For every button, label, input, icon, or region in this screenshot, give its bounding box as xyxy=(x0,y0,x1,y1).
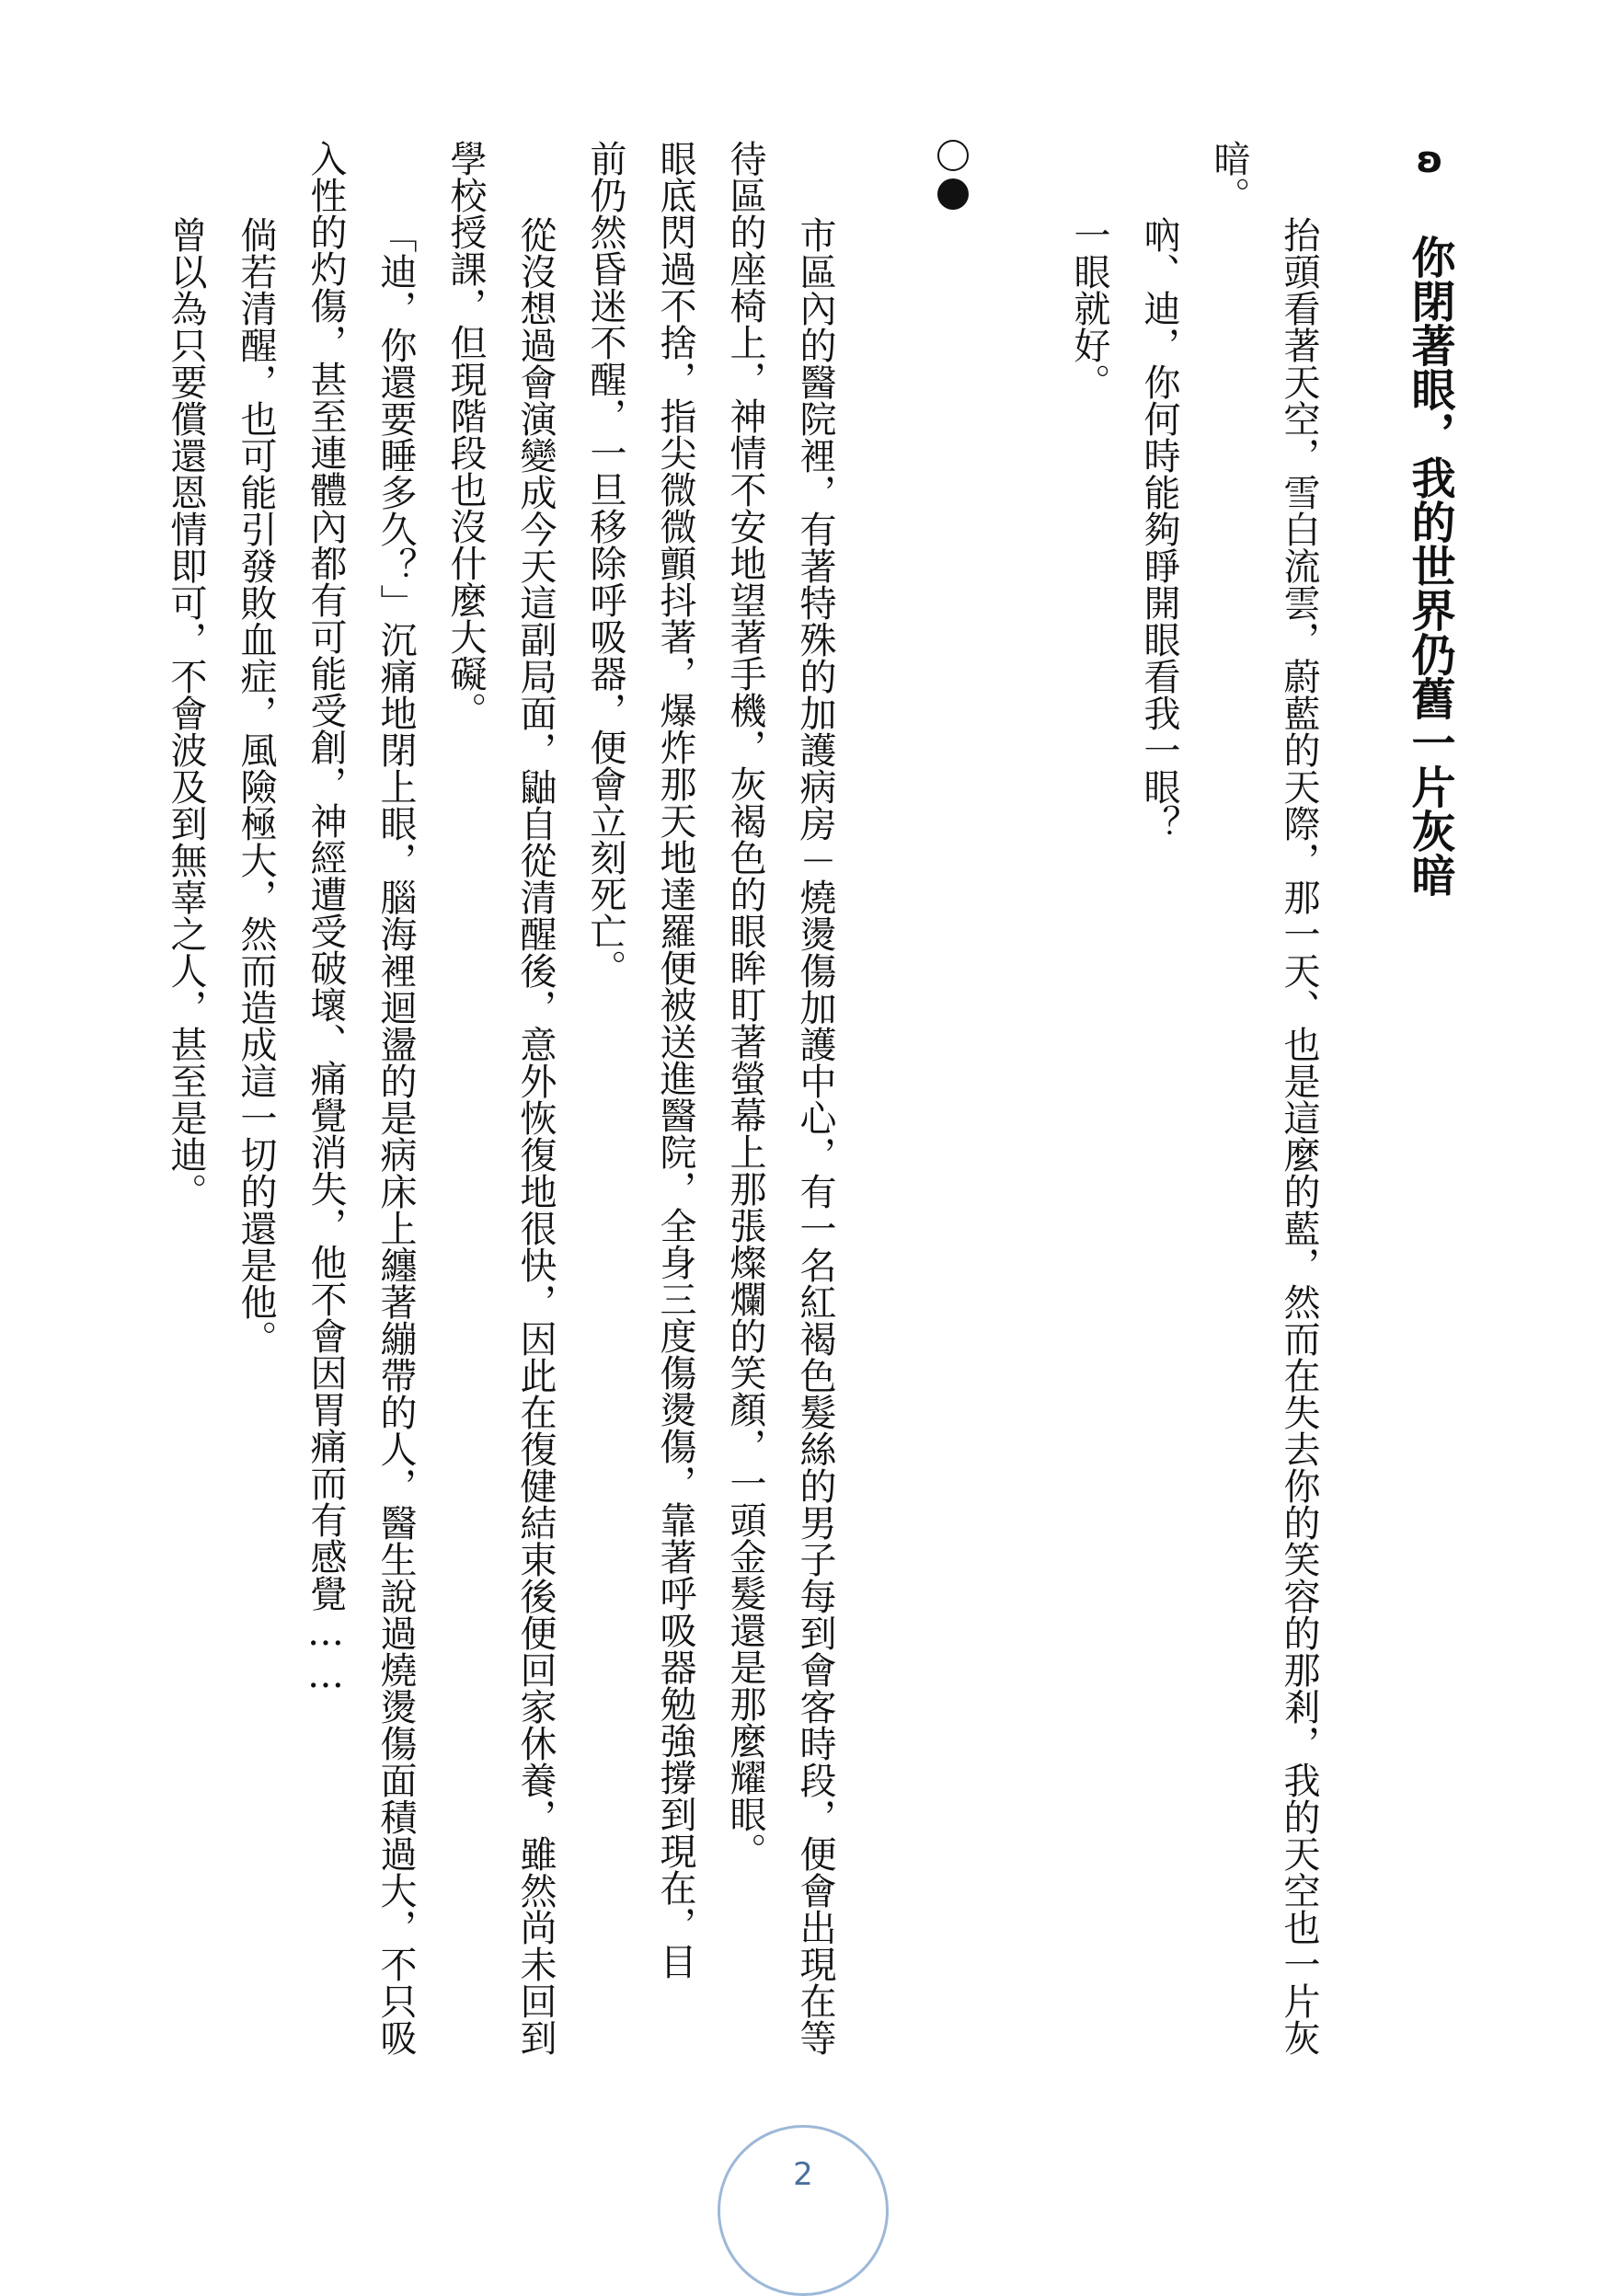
paragraph-line-9: 從沒想過會演變成今天這副局面，鼬自從清醒後，意外恢復地很快，因此在復健結束後便回家休養，雖然尚未回到 xyxy=(514,216,557,2056)
paragraph-line-11: 「迪，你還要睡多久？」沉痛地閉上眼，腦海裡迴盪的是病床上纏著繃帶的人，醫生說過燒燙傷面積過大，不只吸 xyxy=(374,216,417,2056)
page-number-circle xyxy=(718,2125,889,2296)
paragraph-line-4: 一眼就好。 xyxy=(1068,216,1110,400)
paragraph-line-12: 入性的灼傷，甚至連體內都有可能受創，神經遭受破壞、痛覺消失，他不會因胃痛而有感覺…… xyxy=(304,140,347,1696)
paragraph-line-10: 學校授課，但現階段也沒什麼大礙。 xyxy=(444,140,487,729)
paragraph-line-5: 市區內的醫院裡，有著特殊的加護病房－燒燙傷加護中心，有一名紅褐色髮絲的男子每到會客時段，便會出現在等 xyxy=(794,216,836,2056)
section-separator xyxy=(935,140,971,217)
paragraph-line-14: 曾以為只要償還恩情即可，不會波及到無辜之人，甚至是迪。 xyxy=(165,216,207,1210)
paragraph-line-1: 抬頭看著天空，雪白流雲，蔚藍的天際，那一天、也是這麼的藍，然而在失去你的笑容的那剎，我的天空也一片灰 xyxy=(1278,216,1320,2056)
paragraph-line-3: 吶、迪，你何時能夠睜開眼看我一眼？ xyxy=(1138,216,1180,842)
paragraph-line-13: 倘若清醒，也可能引發敗血症，風險極大，然而造成這一切的還是他。 xyxy=(235,216,277,1357)
paragraph-line-7: 眼底閃過不捨，指尖微微顫抖著，爆炸那天地達羅便被送進醫院，全身三度傷燙傷，靠著呼吸器勉強撐到現在，目 xyxy=(654,140,696,1980)
paragraph-line-8: 前仍然昏迷不醒，一旦移除呼吸器，便會立刻死亡。 xyxy=(584,140,626,986)
separator-filled-circle-icon xyxy=(937,178,969,210)
paragraph-line-6: 待區的座椅上，神情不安地望著手機，灰褐色的眼眸盯著螢幕上那張燦爛的笑顏，一頭金髮還是那麼耀眼。 xyxy=(724,140,766,1869)
page-number: 2 xyxy=(793,2156,813,2193)
title-ornament-icon: ʚ xyxy=(1416,139,1443,181)
paragraph-line-2: 暗。 xyxy=(1208,140,1250,213)
chapter-title: 你閉著眼，我的世界仍舊一片灰暗 xyxy=(1404,235,1455,897)
separator-hollow-circle-icon xyxy=(937,140,969,171)
